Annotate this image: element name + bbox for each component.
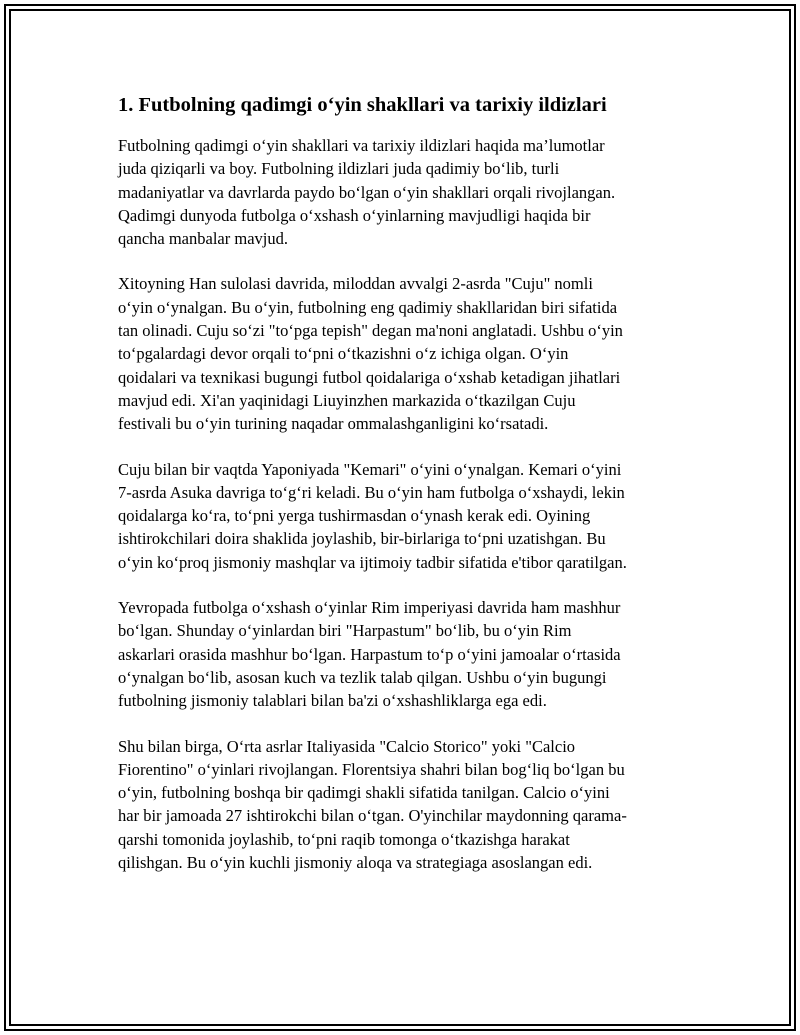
text-line: festivali bu o‘yin turining naqadar ommalashganligini ko‘rsatadi. bbox=[118, 414, 549, 434]
text-line: mavjud edi. Xi'an yaqinidagi Liuyinzhen markazida o‘tkazilgan Cuju bbox=[118, 390, 576, 410]
text-line: bo‘lgan. Shunday o‘yinlardan biri "Harpastum" bo‘lib, bu o‘yin Rim bbox=[118, 621, 572, 641]
text-line: askarlari orasida mashhur bo‘lgan. Harpastum to‘p o‘yini jamoalar o‘rtasida bbox=[118, 644, 621, 664]
text-line: ishtirokchilari doira shaklida joylashib, bir-birlariga to‘pni uzatishgan. Bu bbox=[118, 529, 606, 549]
text-line: o‘yin ko‘proq jismoniy mashqlar va ijtimoiy tadbir sifatida e'tibor qaratilgan. bbox=[118, 552, 627, 572]
text-line: to‘pgalardagi devor orqali to‘pni o‘tkazishni o‘z ichiga olgan. O‘yin bbox=[118, 344, 569, 364]
section-heading: 1. Futbolning qadimgi o‘yin shakllari va tarixiy ildizlari bbox=[118, 94, 607, 116]
text-line: Fiorentino" o‘yinlari rivojlangan. Florentsiya shahri bilan bog‘liq bo‘lgan bu bbox=[118, 759, 625, 779]
text-line: Shu bilan birga, O‘rta asrlar Italiyasida "Calcio Storico" yoki "Calcio bbox=[118, 736, 576, 756]
text-line: o‘ynalgan bo‘lib, asosan kuch va tezlik talab qilgan. Ushbu o‘yin bugungi bbox=[118, 667, 607, 687]
text-line: o‘yin, futbolning boshqa bir qadimgi shakli sifatida tanilgan. Calcio o‘yini bbox=[118, 783, 610, 803]
text-line: qarshi tomonida joylashib, to‘pni raqib tomonga o‘tkazishga harakat bbox=[118, 829, 570, 849]
paragraph-intro bbox=[118, 134, 690, 250]
document-body bbox=[118, 90, 690, 874]
paragraph-kemari bbox=[118, 458, 690, 574]
text-line: tan olinadi. Cuju so‘zi "to‘pga tepish" degan ma'noni anglatadi. Ushbu o‘yin bbox=[118, 321, 623, 341]
paragraph-calcio bbox=[118, 735, 690, 875]
text-line: Qadimgi dunyoda futbolga o‘xshash o‘yinlarning mavjudligi haqida bir bbox=[118, 205, 591, 225]
text-line: har bir jamoada 27 ishtirokchi bilan o‘tgan. O'yinchilar maydonning qarama- bbox=[118, 806, 627, 826]
text-line: Futbolning qadimgi o‘yin shakllari va tarixiy ildizlari haqida ma’lumotlar bbox=[118, 136, 605, 155]
paragraph-cuju bbox=[118, 272, 690, 435]
text-line: madaniyatlar va davrlarda paydo bo‘lgan o‘yin shakllari orqali rivojlangan. bbox=[118, 182, 616, 202]
text-line: 7-asrda Asuka davriga to‘g‘ri keladi. Bu o‘yin ham futbolga o‘xshaydi, lekin bbox=[118, 482, 625, 502]
text-line: qancha manbalar mavjud. bbox=[118, 229, 288, 249]
text-line: o‘yin o‘ynalgan. Bu o‘yin, futbolning eng qadimiy shakllaridan biri sifatida bbox=[118, 297, 618, 317]
text-line: Xitoyning Han sulolasi davrida, miloddan avvalgi 2-asrda "Cuju" nomli bbox=[118, 274, 593, 294]
paragraph-harpastum bbox=[118, 596, 690, 712]
text-line: juda qiziqarli va boy. Futbolning ildizlari juda qadimiy bo‘lib, turli bbox=[118, 159, 560, 179]
text-line: qoidalarga ko‘ra, to‘pni yerga tushirmasdan o‘ynash kerak edi. Oyining bbox=[118, 506, 591, 526]
text-line: futbolning jismoniy talablari bilan ba'zi o‘xshashliklarga ega edi. bbox=[118, 691, 547, 711]
text-line: Cuju bilan bir vaqtda Yaponiyada "Kemari" o‘yini o‘ynalgan. Kemari o‘yini bbox=[118, 459, 622, 479]
text-line: qoidalari va texnikasi bugungi futbol qoidalariga o‘xshab ketadigan jihatlari bbox=[118, 367, 621, 387]
text-line: qilishgan. Bu o‘yin kuchli jismoniy aloqa va strategiaga asoslangan edi. bbox=[118, 853, 593, 873]
text-line: Yevropada futbolga o‘xshash o‘yinlar Rim imperiyasi davrida ham mashhur bbox=[118, 598, 621, 618]
